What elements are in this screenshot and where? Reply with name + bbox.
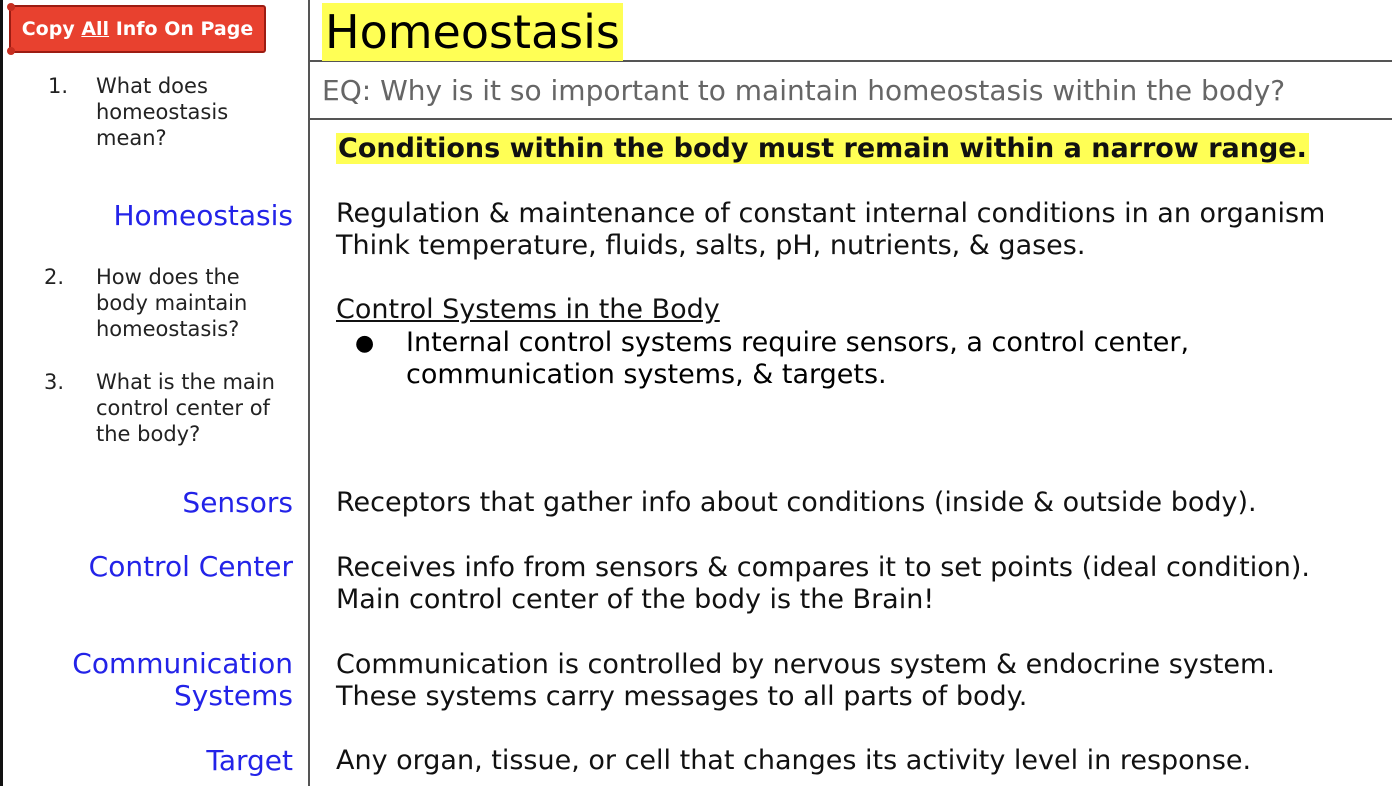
term-line: Communication [72, 647, 293, 680]
question-text: What does homeostasis mean? [96, 74, 229, 150]
definition-homeostasis [336, 198, 1325, 262]
page-title: Homeostasis [322, 3, 623, 61]
definition-line: Communication is controlled by nervous system & endocrine system. [336, 649, 1275, 680]
term-target: Target [206, 744, 293, 777]
bullet-line: communication systems, & targets. [406, 359, 887, 390]
key-statement [336, 133, 1309, 165]
bullet-line: Internal control systems require sensors, a control center, [406, 327, 1190, 358]
copy-all-banner [9, 5, 266, 53]
banner-emphasis: All [81, 18, 110, 40]
banner-prefix: Copy [21, 18, 82, 40]
definition-line: Think temperature, fluids, salts, pH, nutrients, & gases. [336, 230, 1086, 261]
question-text: What is the main control center of the body? [96, 370, 275, 446]
essential-question: EQ: Why is it so important to maintain homeostasis within the body? [322, 74, 1286, 107]
term-line: Systems [174, 679, 293, 712]
definition-control-center [336, 552, 1310, 616]
definition-sensors: Receptors that gather info about conditions (inside & outside body). [336, 487, 1257, 518]
term-homeostasis: Homeostasis [113, 199, 293, 232]
question-number: 3. [44, 370, 65, 394]
definition-line: These systems carry messages to all parts of body. [336, 681, 1028, 712]
bullet-icon: ● [355, 331, 375, 356]
definition-line: Receives info from sensors & compares it to set points (ideal condition). [336, 552, 1310, 583]
banner-suffix: Info On Page [109, 18, 254, 40]
question-number: 1. [48, 74, 69, 98]
definition-line: Regulation & maintenance of constant internal conditions in an organism [336, 198, 1326, 229]
definition-communication-systems [336, 649, 1275, 713]
term-control-center: Control Center [88, 550, 293, 583]
question-number: 2. [44, 265, 65, 289]
control-systems-bullet [406, 327, 1189, 391]
eq-divider [308, 118, 1392, 120]
definition-line: Main control center of the body is the Brain! [336, 584, 935, 615]
definition-target: Any organ, tissue, or cell that changes its activity level in response. [336, 745, 1252, 776]
term-communication-systems [72, 648, 293, 712]
left-border [0, 0, 3, 786]
control-systems-heading: Control Systems in the Body [336, 294, 720, 325]
term-sensors: Sensors [182, 486, 293, 519]
highlighted-statement: Conditions within the body must remain within a narrow range. [338, 133, 1307, 164]
question-text: How does the body maintain homeostasis? [96, 265, 248, 341]
